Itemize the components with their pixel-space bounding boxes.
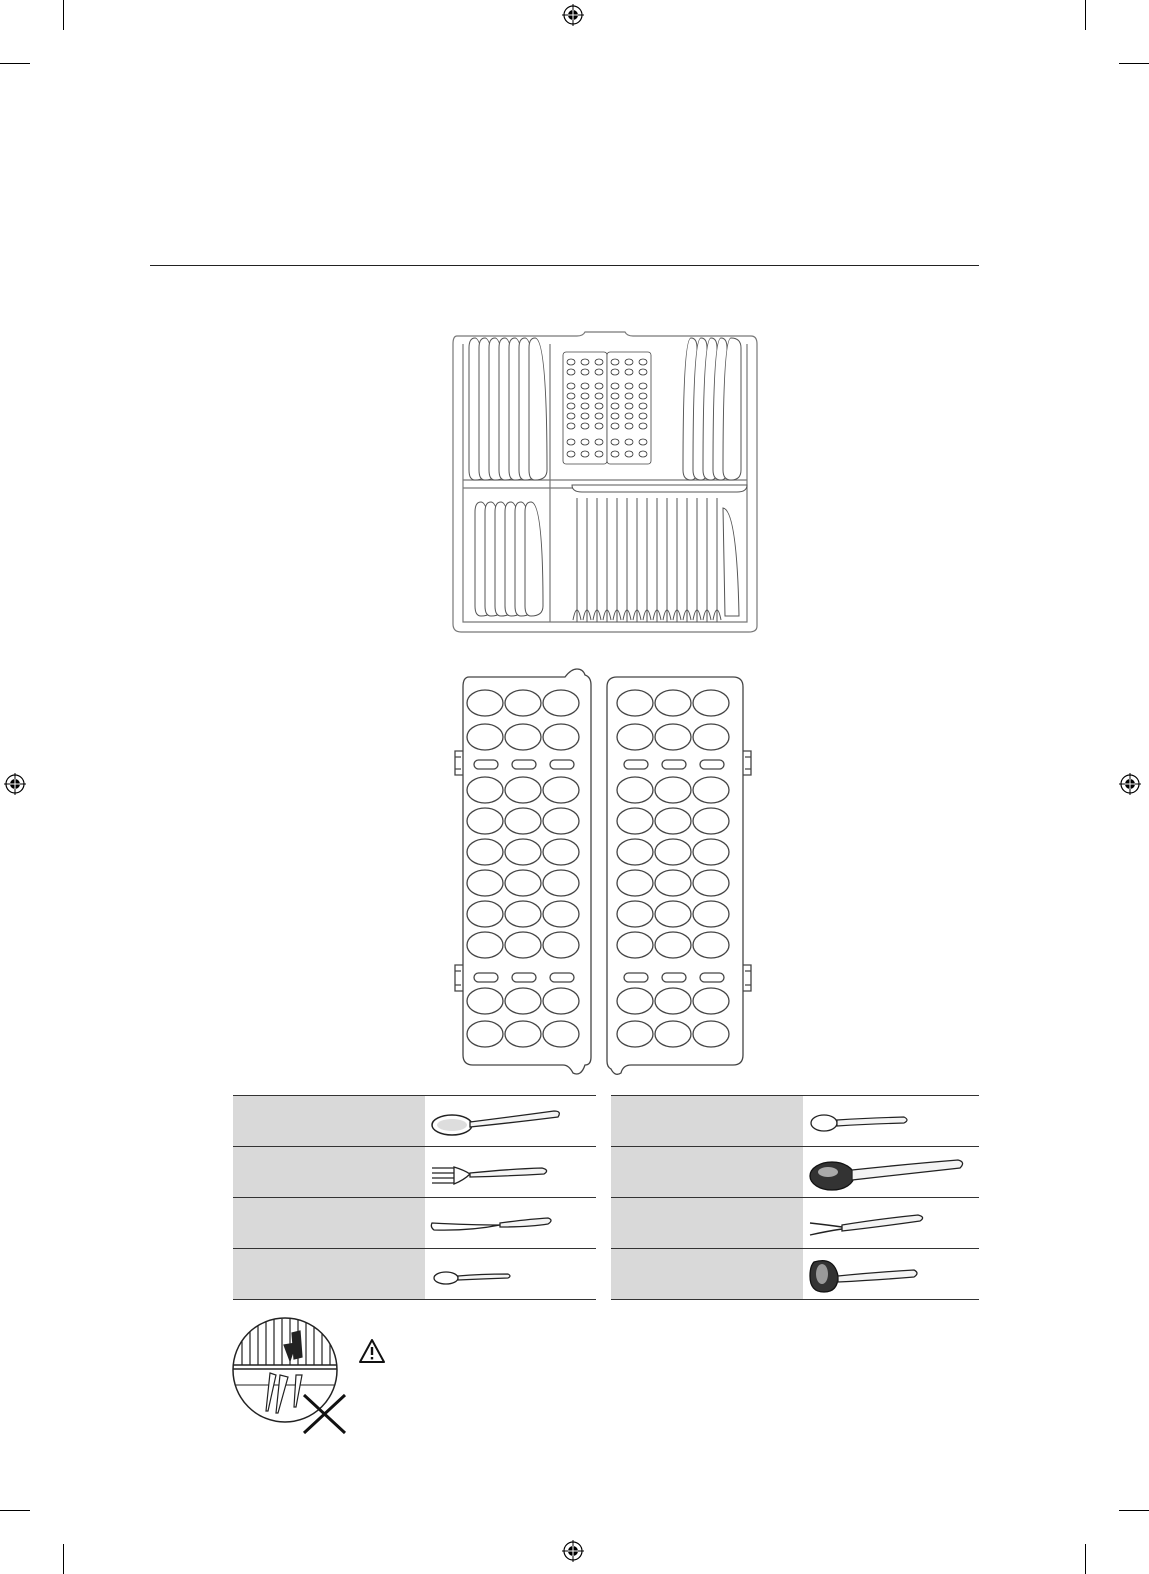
gravy-ladle-icon	[808, 1252, 968, 1296]
teaspoon-icon	[430, 1254, 570, 1294]
table-row	[611, 1249, 979, 1300]
section-divider	[150, 265, 979, 266]
item-label-cell	[233, 1147, 425, 1198]
knives-in-basket-illustration	[230, 1315, 355, 1435]
table-row	[233, 1096, 596, 1147]
table-row	[233, 1198, 596, 1249]
crop-mark	[1085, 0, 1086, 30]
item-label-cell	[233, 1198, 425, 1249]
item-label-cell	[611, 1147, 803, 1198]
cutlery-table-left	[233, 1095, 596, 1300]
cutlery-table-right	[611, 1095, 979, 1300]
item-label-cell	[611, 1198, 803, 1249]
crop-mark	[1085, 1544, 1086, 1574]
soup-spoon-icon	[430, 1101, 570, 1141]
table-row	[611, 1147, 979, 1198]
registration-mark-icon	[1119, 773, 1141, 795]
table-row	[611, 1198, 979, 1249]
dinner-knife-icon	[430, 1203, 570, 1243]
crop-mark	[1119, 1510, 1149, 1511]
crop-mark	[0, 63, 30, 64]
upper-basket-illustration	[447, 330, 763, 636]
registration-mark-icon	[562, 4, 584, 26]
crop-mark	[0, 1510, 30, 1511]
item-label-cell	[611, 1096, 803, 1147]
crop-mark	[63, 0, 64, 30]
dessert-spoon-icon	[808, 1101, 968, 1141]
item-label-cell	[233, 1249, 425, 1300]
table-row	[233, 1249, 596, 1300]
registration-mark-icon	[4, 773, 26, 795]
item-label-cell	[233, 1096, 425, 1147]
serving-spoon-icon	[808, 1152, 968, 1192]
serving-fork-icon	[808, 1203, 968, 1243]
crop-mark	[1119, 63, 1149, 64]
warning-triangle-icon	[358, 1338, 386, 1364]
item-label-cell	[611, 1249, 803, 1300]
crop-mark	[63, 1544, 64, 1574]
registration-mark-icon	[562, 1540, 584, 1562]
table-row	[611, 1096, 979, 1147]
cutlery-tray-pair-illustration	[445, 665, 767, 1085]
table-row	[233, 1147, 596, 1198]
dinner-fork-icon	[430, 1152, 570, 1192]
